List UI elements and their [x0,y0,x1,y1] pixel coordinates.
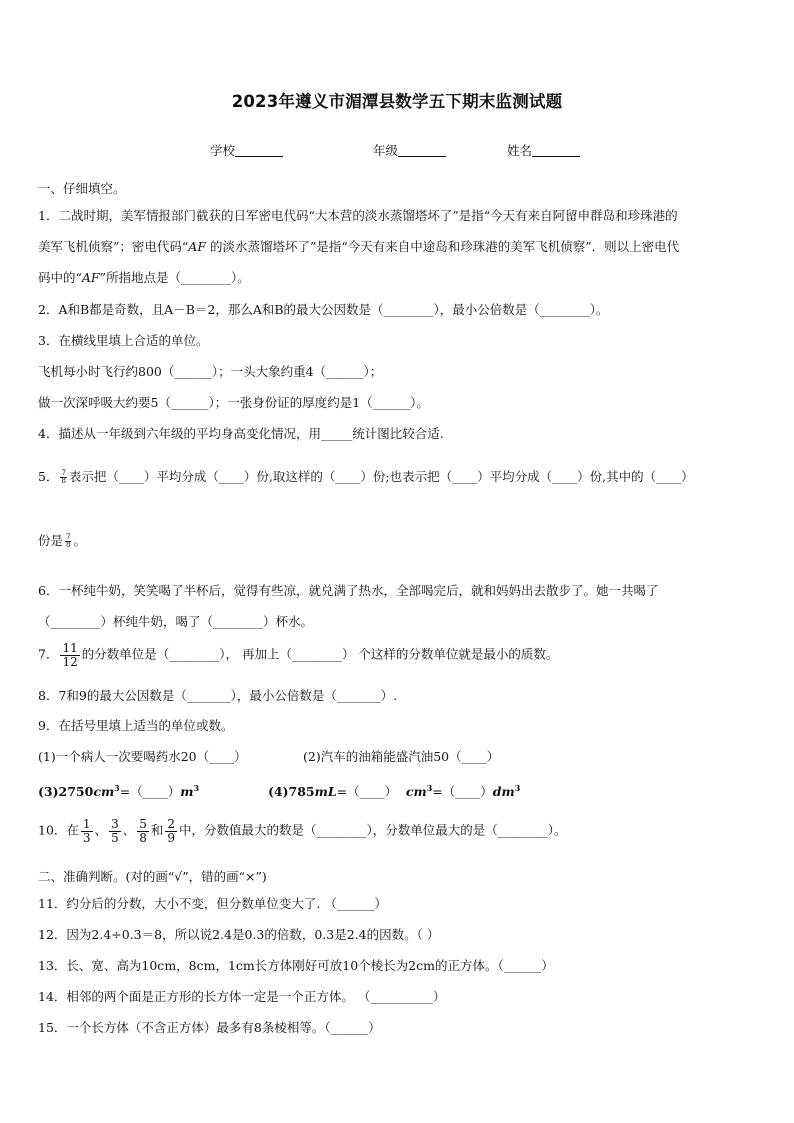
q9-heading: 9．在括号里填上适当的单位或数。 [38,718,234,733]
q5-fraction [60,470,66,486]
q9-part-4-sup-2: 3 [514,783,521,793]
grade-field [373,141,446,159]
q12: 12．因为2.4÷0.3＝8，所以说2.4是0.3的倍数，0.3是2.4的因数。（ ） [38,927,440,942]
q10 [38,818,567,844]
q7-fraction-numerator: 11 [62,641,78,655]
q15: 15．一个长方体（不含正方体）最多有8条棱相等。（______） [38,1020,381,1035]
q10-f2-den: 5 [111,830,119,845]
q14: 14．相邻的两个面是正方形的长方体一定是一个正方体。 （__________） [38,989,446,1004]
q5-text-1: 表示把（____）平均分成（____）份,取这样的（____）份;也表示把（____）平均分成（____）份,其中的（____） [68,469,694,484]
q9-part-1: (1)一个病人一次要喝药水20（____） [38,749,247,764]
q10-sep-2: 、 [122,822,136,838]
q7-text: 的分数单位是（________）， 再加上（________） 个这样的分数单位就是最小的质数。 [81,646,559,662]
q8: 8．7和9的最大公因数是（_______），最小公倍数是（_______）. [38,688,398,703]
school-field [210,141,283,159]
q10-text: 中，分数值最大的数是（________），分数单位最大的是（________）。 [179,822,567,838]
name-blank [532,144,580,157]
q9-part-4-unit-3: dm [492,784,515,799]
section-1-heading: 一、仔细填空。 [38,181,126,196]
q5-fraction-2-numerator: 7 [66,532,71,541]
q11: 11．约分后的分数，大小不变，但分数单位变大了. （______） [38,896,387,911]
q10-fraction-1 [81,818,93,844]
q1-line-1: 1．二战时期，美军情报部门截获的日军密电代码“大本营的淡水蒸馏塔坏了”是指“今天有来自阿留申群岛和珍珠港的 [38,208,678,223]
q3-line-1: 飞机每小时飞行约800（______）；一头大象约重4（______）； [38,364,383,379]
q1-code-2: AF [81,270,100,285]
q1-line-3b: ”所指地点是（________）。 [99,270,250,285]
q13: 13．长、宽、高为10cm，8cm，1cm长方体刚好可放10个棱长为2cm的正方体。（______） [38,958,554,973]
q10-and: 和 [150,822,164,838]
q9-part-3-blank: =（____） [119,784,181,799]
q10-f1-den: 3 [82,830,91,845]
q5-line-2 [38,533,86,549]
q10-f1-num: 1 [82,817,91,831]
q9-part-3-unit: cm [93,784,115,799]
q10-fraction-3 [137,818,149,844]
q1-line-2a: 美军飞机侦察”；密电代码“ [38,239,189,254]
q10-sep-1: 、 [94,822,108,838]
q5-line-1 [38,469,694,485]
q5-number: 5． [38,469,59,484]
q5-fraction-denominator: 8 [61,477,66,485]
q9-part-4-blank-1: =（____） [336,784,398,799]
q9-part-4-value: (4)785 [268,784,315,799]
name-field [507,141,580,159]
page-title: 2023年遵义市湄潭县数学五下期末监测试题 [231,92,563,111]
q10-f4-num: 2 [167,817,176,831]
q10-f4-den: 9 [167,830,176,845]
q5-fraction-2-denominator: 8 [66,541,71,549]
q9-part-3-value: (3)2750 [38,784,94,799]
q10-fraction-2 [109,818,121,844]
q10-number: 10．在 [38,822,79,838]
q5-fraction-2 [65,534,71,550]
q4: 4．描述从一年级到六年级的平均身高变化情况，用_____统计图比较合适. [38,426,444,441]
q6-line-1: 6．一杯纯牛奶，笑笑喝了半杯后，觉得有些凉，就兑满了热水，全部喝完后，就和妈妈出去散步了。她一共喝了 [38,583,659,598]
school-label: 学校 [210,143,236,158]
q9-part-3-sup: 3 [114,783,120,793]
q1-line-2b: 的淡水蒸馏塔坏了”是指“今天有来自中途岛和珍珠港的美军飞机侦察”．则以上密电代 [206,239,680,254]
q10-f3-den: 8 [139,830,147,845]
grade-blank [398,144,446,157]
q7 [38,642,558,668]
q9-part-4-blank-2: =（____） [432,784,493,799]
q9-part-4 [268,780,520,800]
grade-label: 年级 [373,143,399,158]
q7-number: 7． [38,646,59,662]
q1-line-2 [38,239,679,255]
q9-part-4-unit-2: cm [405,784,427,799]
q9-part-2: (2)汽车的油箱能盛汽油50（____） [303,749,500,764]
q9-part-3-sup-2: 3 [193,783,200,793]
name-label: 姓名 [507,143,533,158]
q5-fraction-numerator: 7 [61,468,66,477]
q7-fraction-denominator: 12 [62,654,78,669]
q10-f3-num: 5 [139,817,147,831]
section-2-heading: 二、准确判断。(对的画“√”，错的画“×”) [38,869,267,884]
q3-heading: 3．在横线里填上合适的单位。 [38,333,209,348]
q10-fraction-4 [165,818,177,844]
q6-line-2: （________）杯纯牛奶，喝了（________）杯水。 [38,614,314,629]
q9-part-3-unit-2: m [180,784,194,799]
q9-part-3 [38,780,199,800]
school-blank [235,144,283,157]
q2: 2．A和B都是奇数，且A－B＝2，那么A和B的最大公因数是（________），最小公倍数是（________）。 [38,302,609,317]
q1-code-1: AF [188,239,206,254]
q9-part-4-sup: 3 [426,783,433,793]
q10-f2-num: 3 [111,817,119,831]
q1-line-3a: 码中的“ [38,270,82,285]
q5-period: 。 [73,533,86,548]
q7-fraction [60,642,79,668]
q5-text-2: 份是 [38,533,64,548]
q9-part-4-unit: mL [314,784,337,799]
q1-line-3 [38,270,250,286]
q3-line-2: 做一次深呼吸大约要5（______）；一张身份证的厚度约是1（______）。 [38,395,429,410]
